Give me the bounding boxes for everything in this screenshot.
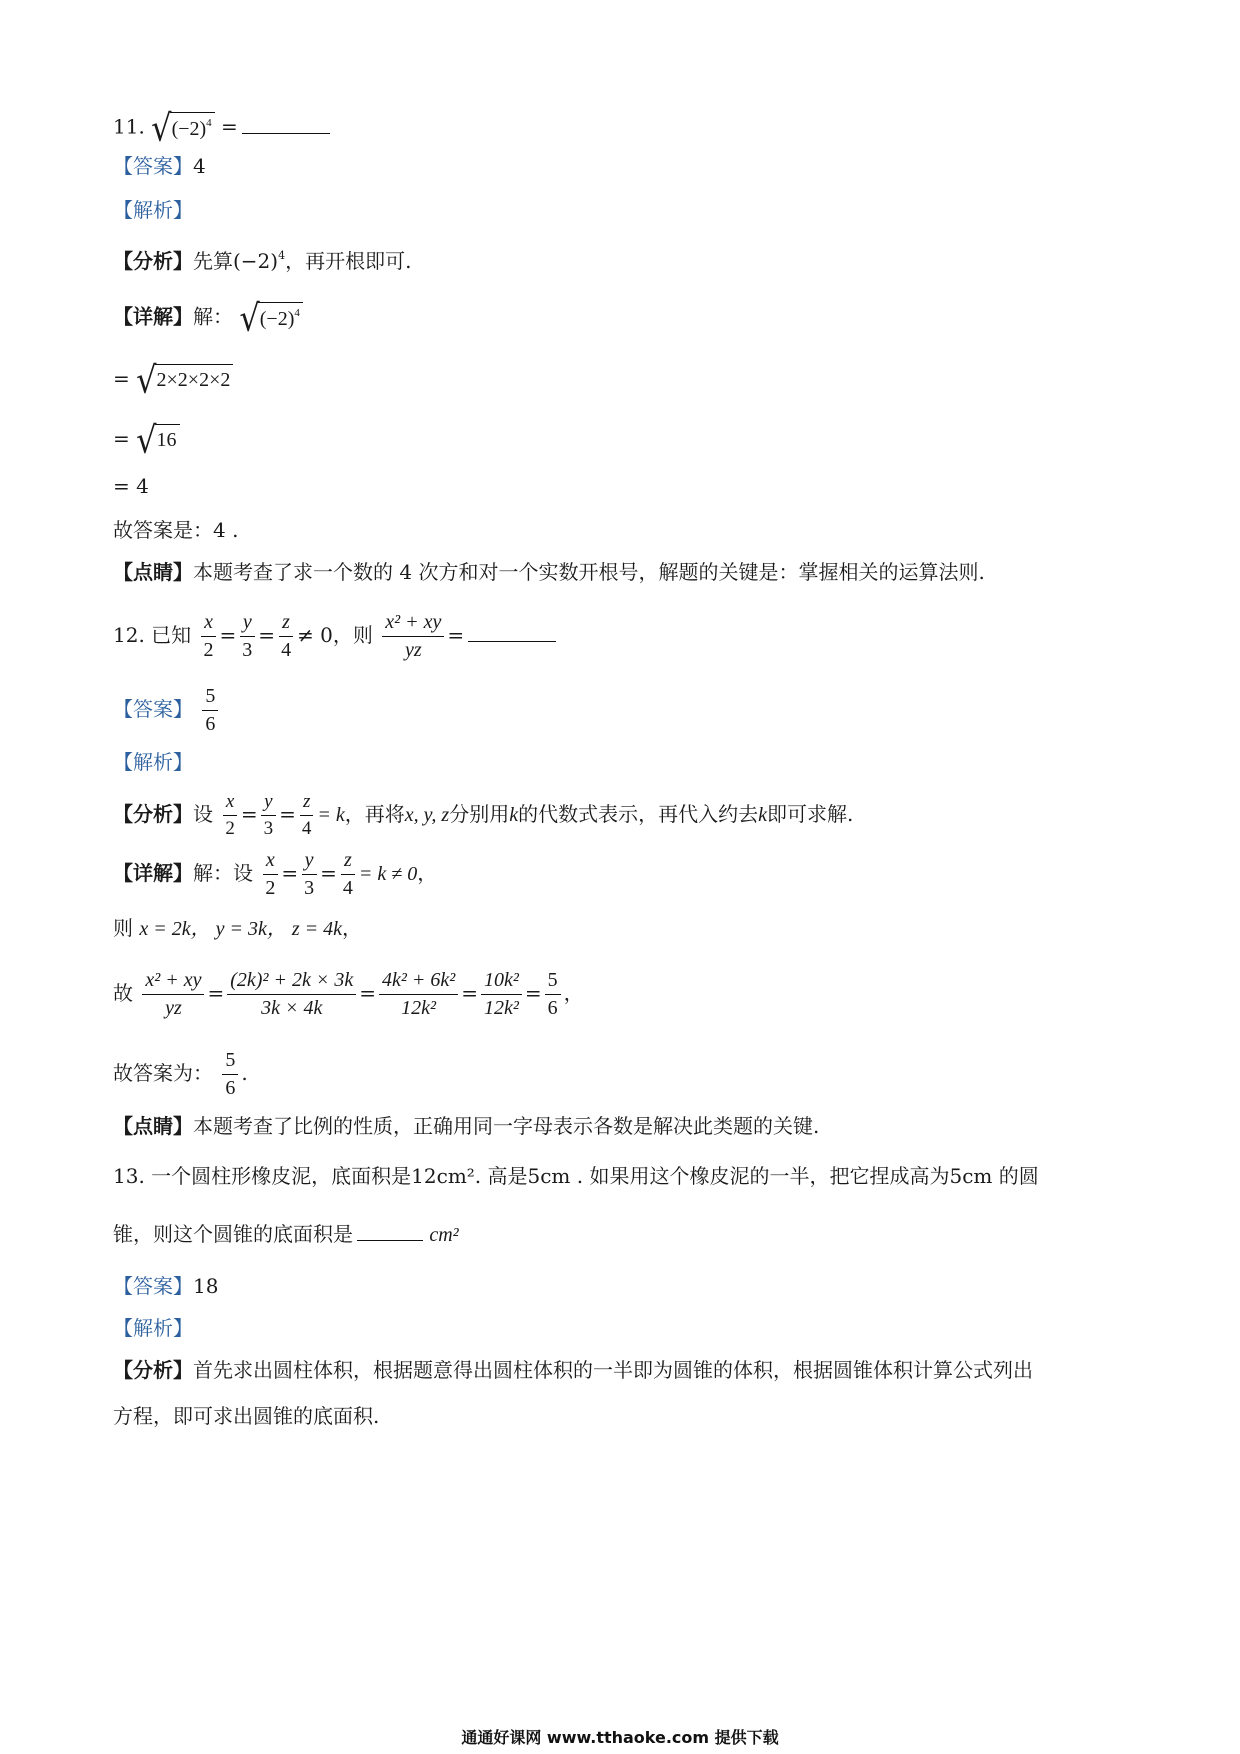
sqrt-symbol: √ 2×2×2×2 xyxy=(136,364,233,396)
q11-exponent: 4 xyxy=(206,117,212,129)
dianjing-label: 【点睛】 xyxy=(113,1114,193,1138)
fraction-y-3: $\frac{y}{3}$ xyxy=(239,612,255,661)
fraction-y-3: $\frac{y}{3}$ xyxy=(301,850,317,899)
sqrt-symbol: √ 16 xyxy=(136,424,179,456)
fraction-x-2: $\frac{x}{2}$ xyxy=(222,792,238,839)
q13-answer-line xyxy=(113,1276,218,1296)
q12-fenxi: 【分析】设 $\frac{x}{2}$ = $\frac{y}{3}$ = $\frac{z}{4}$ = k，再将x, y, z分别用k的代数式表示，再代入约去k即可求解. xyxy=(113,791,854,839)
xiangjie-label: 【详解】 xyxy=(113,304,193,329)
fraction-ratio: $\frac{\text{x² + xy}}{yz}$ xyxy=(142,970,204,1019)
q11-xiangjie xyxy=(113,296,303,340)
q13-answer-blank xyxy=(357,1239,423,1241)
q12-ze2: 则 xyxy=(113,916,133,940)
q13-analysis-label: 【解析】 xyxy=(113,1316,193,1340)
q13-question-line2 xyxy=(113,1224,459,1245)
q11-step1: = √ 2×2×2×2 xyxy=(113,364,233,396)
q11-fenxi-text-a: 先算 xyxy=(193,249,233,273)
fraction-z-4: $\frac{z}{4}$ xyxy=(281,611,292,661)
fraction-z-4: $\frac{z}{4}$ xyxy=(301,791,312,839)
q12-subs-text: x = 2k， y = 3k， z = 4k xyxy=(139,918,343,940)
q11-step3-value: 4 xyxy=(136,474,149,498)
q13-fenxi-line1 xyxy=(113,1360,1033,1380)
q12-answer-blank xyxy=(468,640,556,642)
q11-jie-radicand: (−2) xyxy=(259,308,295,330)
q11-number: 11. xyxy=(113,114,145,139)
answer-label: 【答案】 xyxy=(113,697,193,721)
q11-fenxi-text-b: ，再开根即可. xyxy=(285,249,412,273)
q13-fenxi1: 首先求出圆柱体积，根据题意得出圆柱体积的一半即为圆锥的体积，根据圆锥体积计算公式列出 xyxy=(193,1358,1033,1382)
answer-label: 【答案】 xyxy=(113,1274,193,1298)
q12-deriv-comma: ， xyxy=(563,981,584,1005)
fraction-step2: $\frac{\text{(2k)² + 2k × 3k}}{3k \times 4k}$ xyxy=(227,970,356,1019)
sqrt-symbol: √ $(-2)^4$ xyxy=(239,302,303,334)
q11-dianjing-text: 本题考查了求一个数的 4 次方和对一个实数开根号，解题的关键是：掌握相关的运算法则. xyxy=(193,560,985,584)
q11-conclusion: 故答案是：4 . xyxy=(113,518,239,542)
q11-answer-blank xyxy=(242,132,330,134)
q11-dianjing xyxy=(113,562,985,582)
q11-jie: 解： xyxy=(193,304,233,329)
q11-equals: = xyxy=(221,114,238,139)
answer-label: 【答案】 xyxy=(113,154,193,178)
q12-conclusion xyxy=(113,1050,248,1099)
q13-fenxi-line2: 方程，即可求出圆锥的底面积. xyxy=(113,1404,380,1428)
q12-comma: ， xyxy=(417,861,438,885)
q11-answer: 4 xyxy=(193,154,206,178)
q11-step2-value: 16 xyxy=(155,424,180,456)
q12-analysis-label: 【解析】 xyxy=(113,750,193,774)
fenxi-label: 【分析】 xyxy=(113,1358,193,1382)
q12-jie: 解：设 xyxy=(193,861,253,885)
q12-eqk-ne: = k ≠ 0 xyxy=(358,863,418,885)
q12-fenxi-c: 分别用 xyxy=(449,801,510,826)
q11-fenxi-expr: (−2) xyxy=(233,249,279,273)
sqrt-symbol: √ $(-2)^4$ xyxy=(151,112,215,144)
q11-analysis-label: 【解析】 xyxy=(113,198,193,222)
q13-unit: cm² xyxy=(429,1224,459,1246)
q12-question: 12. 已知 $\frac{x}{2}$ = $\frac{y}{3}$ = $\frac{z}{4}$ ≠ 0，则 $\frac{\text{x² + xy}}{yz}$ = xyxy=(113,612,556,661)
q13-line2-text: 锥，则这个圆锥的底面积是 xyxy=(113,1222,353,1246)
q12-gu: 故 xyxy=(113,981,133,1005)
q12-derivation: 故 $\frac{\text{x² + xy}}{yz}$ = $\frac{\text{(2k)² + 2k × 3k}}{3k \times 4k}$ = $\frac{\text{4k² + 6k²}}{\text{12k²}}$ = $\frac{\text{10k²}}{\text{12k²}}$ = $\frac{5}{6}$ ， xyxy=(113,969,584,1019)
q12-fenxi-d: 的代数式表示，再代入约去 xyxy=(518,801,759,826)
q12-yizhi: 已知 xyxy=(151,623,192,647)
q12-xiangjie: 【详解】解：设 $\frac{x}{2}$ = $\frac{y}{3}$ = $\frac{z}{4}$ = k ≠ 0， xyxy=(113,849,438,899)
q12-dianjing-text: 本题考查了比例的性质，正确用同一字母表示各数是解决此类题的关键. xyxy=(193,1114,820,1138)
xiangjie-label: 【详解】 xyxy=(113,861,193,885)
fenxi-label: 【分析】 xyxy=(113,249,193,273)
page-footer: 通通好课网 www.tthaoke.com 提供下载 xyxy=(461,1728,779,1747)
q11-answer-line xyxy=(113,156,206,176)
q11-question xyxy=(113,106,330,150)
q12-k-2: k xyxy=(758,803,767,826)
fraction-z-4: $\frac{z}{4}$ xyxy=(342,849,353,899)
q11-fenxi xyxy=(113,250,411,271)
fraction-y-3: $\frac{y}{3}$ xyxy=(261,792,277,839)
fraction-x-2: $\frac{x}{2}$ xyxy=(201,612,217,661)
q11-step2: = √ 16 xyxy=(113,424,180,456)
q12-k: k xyxy=(509,803,519,826)
fraction-ratio: $\frac{\text{x² + xy}}{yz}$ xyxy=(382,612,444,661)
q13-question-line1: 13. 一个圆柱形橡皮泥，底面积是12cm². 高是5cm . 如果用这个橡皮泥的一半，把它捏成高为5cm 的圆 xyxy=(113,1164,1039,1188)
q12-conclusion-fraction: $\frac{5}{6}$ xyxy=(222,1050,238,1099)
q12-fenxi-b: ，再将 xyxy=(344,801,405,826)
q12-ze: ，则 xyxy=(332,623,373,647)
q11-jie-exp: 4 xyxy=(294,307,300,319)
q12-conclusion-text: 故答案为： xyxy=(113,1061,213,1085)
q11-step3: = 4 xyxy=(113,474,149,498)
q12-fenxi-a: 设 xyxy=(193,801,213,826)
q12-dianjing xyxy=(113,1116,819,1136)
q13-answer: 18 xyxy=(193,1274,219,1298)
fraction-x-2: $\frac{x}{2}$ xyxy=(262,850,278,899)
fenxi-label: 【分析】 xyxy=(113,801,193,826)
q12-subs xyxy=(113,918,362,939)
q12-subs-comma: ， xyxy=(342,916,363,940)
fraction-step3: $\frac{\text{4k² + 6k²}}{\text{12k²}}$ xyxy=(379,970,458,1019)
q11-fenxi-exp: 4 xyxy=(278,249,286,262)
q12-ne0: ≠ 0 xyxy=(297,623,333,647)
fraction-result: $\frac{5}{6}$ xyxy=(545,970,561,1019)
dianjing-label: 【点睛】 xyxy=(113,560,193,584)
q11-radicand: (−2) xyxy=(171,118,207,140)
q12-answer-fraction: $\frac{5}{6}$ xyxy=(202,686,218,735)
q12-number: 12. xyxy=(113,623,145,647)
q12-eqk: = k xyxy=(317,803,345,826)
q11-step1-value: 2×2×2×2 xyxy=(155,364,234,396)
q12-xyz: x, y, z xyxy=(404,803,450,826)
q12-answer-line xyxy=(113,686,221,735)
fraction-step4: $\frac{\text{10k²}}{\text{12k²}}$ xyxy=(481,970,522,1019)
q12-dot: . xyxy=(241,1061,248,1085)
q12-fenxi-e: 即可求解. xyxy=(766,801,854,826)
